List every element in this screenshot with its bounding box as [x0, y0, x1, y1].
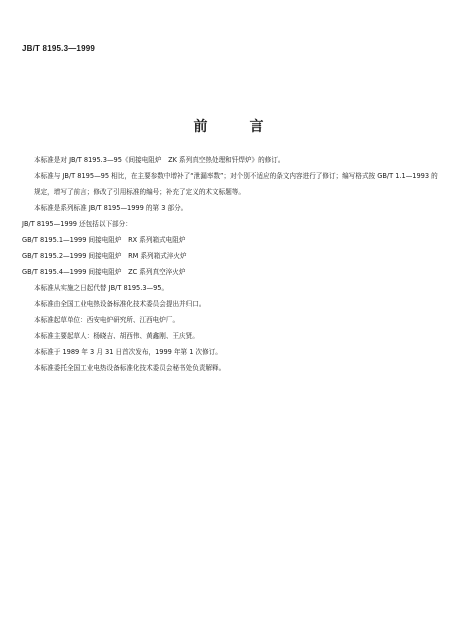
paragraph-drafters: 本标准主要起草人：杨晓吉、胡西伟、黄鑫刚、王庆贤。 — [34, 332, 199, 340]
paragraph-replaces: 本标准从实施之日起代替 JB/T 8195.3—95。 — [34, 284, 169, 292]
list-item-part-4: GB/T 8195.4—1999 间接电阻炉 ZC 系列真空淬火炉 — [22, 268, 186, 276]
paragraph-changes: 本标准与 JB/T 8195—95 相比，在主要参数中增补了“泄漏率数”；对个别不适应的条文内容进行了修订；编写格式按 GB/T 1.1—1993 的规定，增写了前言；修改了引用标准的编号；补充了定义的术文标题等。 — [34, 172, 438, 196]
paragraph-revision-note: 本标准是对 JB/T 8195.3—95《间接电阻炉 ZK 系列真空热处理和钎焊炉》的修订。 — [34, 156, 285, 164]
preface-body — [22, 152, 442, 376]
paragraph-interpretation: 本标准委托全国工业电热设备标准化技术委员会秘书处负责解释。 — [34, 364, 226, 372]
page-title: 前 言 — [193, 119, 278, 135]
paragraph-drafting-units: 本标准起草单位：西安电炉研究所、江西电炉厂。 — [34, 316, 180, 324]
paragraph-proposed-by: 本标准由全国工业电热设备标准化技术委员会提出并归口。 — [34, 300, 206, 308]
paragraph-publication: 本标准于 1989 年 3 月 31 日首次发布，1999 年第 1 次修订。 — [34, 348, 222, 356]
paragraph-includes: JB/T 8195—1999 还包括以下部分： — [22, 220, 132, 228]
standard-code: JB/T 8195.3—1999 — [22, 44, 96, 53]
list-item-part-2: GB/T 8195.2—1999 间接电阻炉 RM 系列箱式淬火炉 — [22, 252, 187, 260]
list-item-part-1: GB/T 8195.1—1999 间接电阻炉 RX 系列箱式电阻炉 — [22, 236, 186, 244]
paragraph-series-part: 本标准是系列标准 JB/T 8195—1999 的第 3 部分。 — [34, 204, 188, 212]
